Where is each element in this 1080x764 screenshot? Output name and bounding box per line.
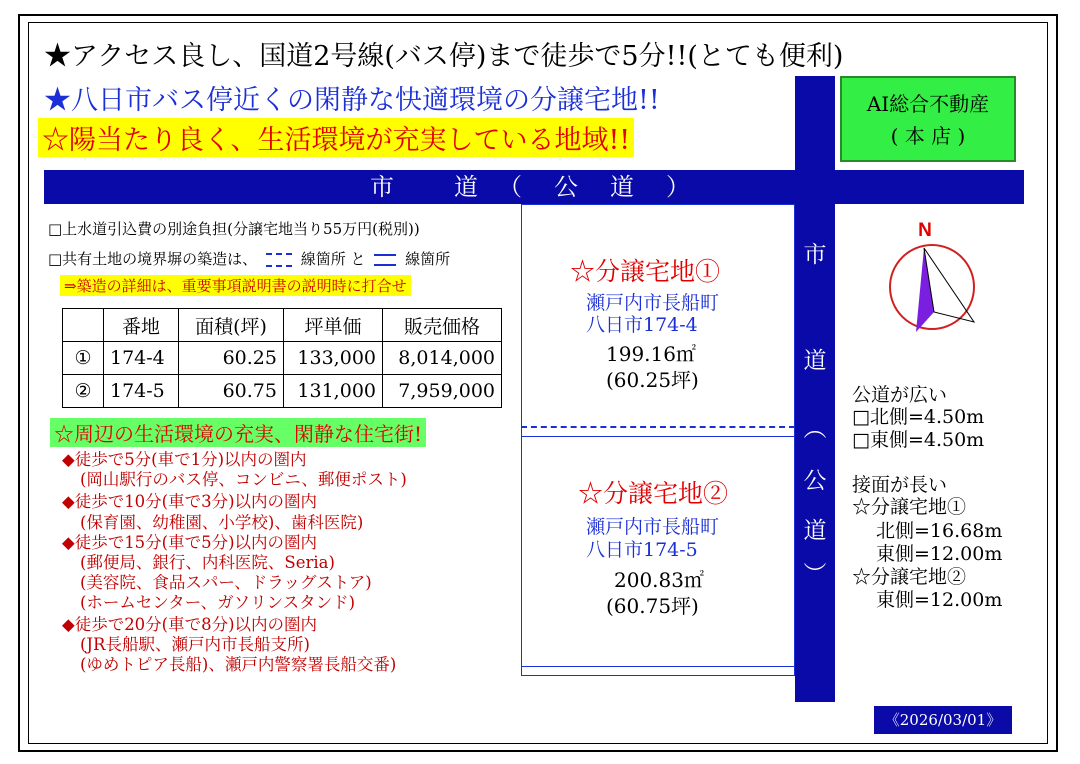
environment-line: (郵便局、銀行、内科医院、Seria) — [80, 553, 335, 572]
table-header-row — [63, 309, 502, 342]
info-frontage-title: 接面が長い — [852, 474, 948, 496]
lot1-title: ☆分譲宅地① — [570, 257, 721, 286]
lot-divider-dashed — [521, 426, 795, 428]
east-road-char: ︶ — [803, 562, 827, 588]
lot2-area-m2: 200.83㎡ — [614, 568, 704, 592]
environment-line: ◆徒歩で15分(車で5分)以内の圏内 — [62, 533, 318, 552]
table-cell: ② — [63, 375, 104, 408]
info-lot1-north: 北側=16.68m — [876, 520, 1003, 542]
info-east-width: □東側=4.50m — [852, 429, 985, 451]
table-row — [63, 342, 502, 375]
headline-quiet-lots: ★八日市バス停近くの閑静な快適環境の分譲宅地!! — [44, 85, 660, 116]
price-table — [62, 308, 502, 408]
lot2-area-tsubo: (60.75坪) — [606, 594, 699, 618]
east-road-char: ︵ — [803, 416, 827, 442]
lot2-title: ☆分譲宅地② — [578, 479, 729, 508]
table-cell: 7,959,000 — [383, 375, 502, 408]
north-road-label: 市 道 （ 公 道 ） — [370, 173, 694, 201]
lot-south-line — [521, 666, 795, 667]
east-road-char: 公 — [803, 468, 827, 494]
lot1-address-lot: 八日市174-4 — [586, 314, 698, 336]
solid-line-legend — [374, 254, 396, 266]
table-cell: 131,000 — [284, 375, 383, 408]
table-header: 坪単価 — [284, 309, 383, 342]
compass-north-label: N — [918, 220, 932, 241]
environment-line: (岡山駅行のバス停、コンビニ、郵便ポスト) — [80, 470, 407, 489]
table-row — [63, 375, 502, 408]
lot2-address-lot: 八日市174-5 — [586, 539, 698, 561]
lot1-address-town: 瀬戸内市長船町 — [586, 292, 720, 314]
table-header: 面積(坪) — [179, 309, 284, 342]
note-wall: □共有土地の境界塀の築造は、 線箇所 と 線箇所 — [48, 250, 451, 268]
dashed-line-legend — [266, 253, 292, 267]
environment-line: ◆徒歩で20分(車で8分)以内の圏内 — [62, 615, 318, 634]
company-box — [840, 76, 1016, 162]
note-detail: ⇒築造の詳細は、重要事項説明書の説明時に打合せ — [60, 275, 411, 296]
environment-line: (保育園、幼稚園、小学校)、歯科医院) — [80, 513, 364, 532]
lot1-area-m2: 199.16㎡ — [606, 342, 696, 366]
info-lot2-title: ☆分譲宅地② — [852, 566, 967, 588]
table-cell: 8,014,000 — [383, 342, 502, 375]
environment-line: (ホームセンター、ガソリンスタンド) — [80, 593, 356, 612]
table-cell: 174-4 — [104, 342, 179, 375]
table-cell: 60.25 — [179, 342, 284, 375]
table-cell: ① — [63, 342, 104, 375]
info-lot2-east: 東側=12.00m — [876, 589, 1003, 611]
info-wide-title: 公道が広い — [852, 384, 948, 406]
east-road-char: 市 — [803, 242, 827, 268]
lot2-address-town: 瀬戸内市長船町 — [586, 516, 720, 538]
compass-icon — [886, 238, 978, 332]
info-north-width: □北側=4.50m — [852, 406, 985, 428]
east-road-char: 道 — [803, 518, 827, 544]
environment-line: ◆徒歩で5分(車で1分)以内の圏内 — [62, 450, 307, 469]
company-name: AI総合不動産 — [866, 92, 990, 116]
note-water: □上水道引込費の別途負担(分譲宅地当り55万円(税別)) — [48, 220, 420, 238]
date-badge: 《2026/03/01》 — [874, 706, 1012, 734]
environment-title: ☆周辺の生活環境の充実、閑静な住宅街! — [50, 418, 426, 447]
table-header: 販売価格 — [383, 309, 502, 342]
environment-line: ◆徒歩で10分(車で3分)以内の圏内 — [62, 492, 318, 511]
table-header — [63, 309, 104, 342]
info-lot1-east: 東側=12.00m — [876, 543, 1003, 565]
headline-access: ★アクセス良し、国道2号線(バス停)まで徒歩で5分!!(とても便利) — [44, 41, 844, 72]
lot-divider-solid — [521, 436, 795, 437]
north-road — [44, 170, 1024, 204]
environment-line: (ゆめトピア長船)、瀬戸内警察署長船交番) — [80, 655, 397, 674]
table-cell: 133,000 — [284, 342, 383, 375]
info-lot1-title: ☆分譲宅地① — [852, 496, 967, 518]
headline-sunny: ☆陽当たり良く、生活環境が充実している地域!! — [38, 118, 634, 157]
table-cell: 60.75 — [179, 375, 284, 408]
table-cell: 174-5 — [104, 375, 179, 408]
table-header: 番地 — [104, 309, 179, 342]
environment-line: (JR長船駅、瀬戸内市長船支所) — [80, 635, 310, 654]
environment-line: (美容院、食品スパー、ドラッグストア) — [80, 573, 372, 592]
lot1-area-tsubo: (60.25坪) — [606, 368, 699, 392]
company-branch: ( 本 店 ) — [890, 124, 966, 148]
east-road-char: 道 — [803, 348, 827, 374]
